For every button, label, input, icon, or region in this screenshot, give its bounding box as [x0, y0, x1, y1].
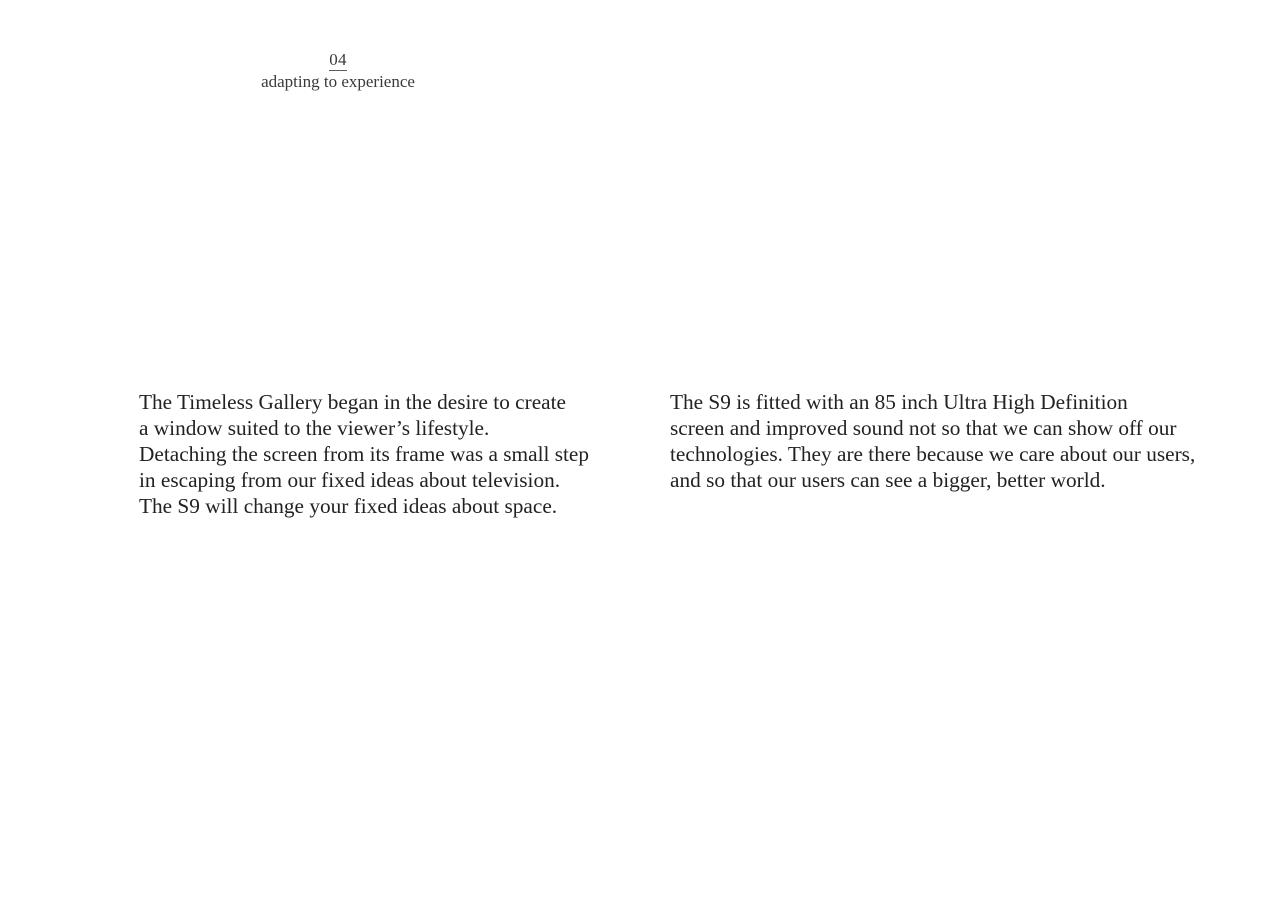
text-line: The S9 will change your fixed ideas about space.: [139, 494, 558, 518]
text-line: technologies. They are there because we care about our users,: [670, 442, 1196, 466]
paragraph-left: [139, 389, 609, 519]
text-line: a window suited to the viewer’s lifestyle.: [139, 416, 490, 440]
section-header: [218, 50, 458, 93]
text-line: The S9 is fitted with an 85 inch Ultra High Definition: [670, 390, 1128, 414]
text-line: in escaping from our fixed ideas about television.: [139, 468, 561, 492]
text-line: and so that our users can see a bigger, better world.: [670, 468, 1106, 492]
section-number: 04: [329, 50, 347, 69]
section-title: adapting to experience: [261, 72, 415, 91]
text-line: The Timeless Gallery began in the desire to create: [139, 390, 566, 414]
text-line: screen and improved sound not so that we can show off our: [670, 416, 1177, 440]
text-line: Detaching the screen from its frame was a small step: [139, 442, 590, 466]
body-text-right: [670, 389, 1230, 493]
body-text-left: [139, 389, 609, 519]
paragraph-right: [670, 389, 1230, 493]
